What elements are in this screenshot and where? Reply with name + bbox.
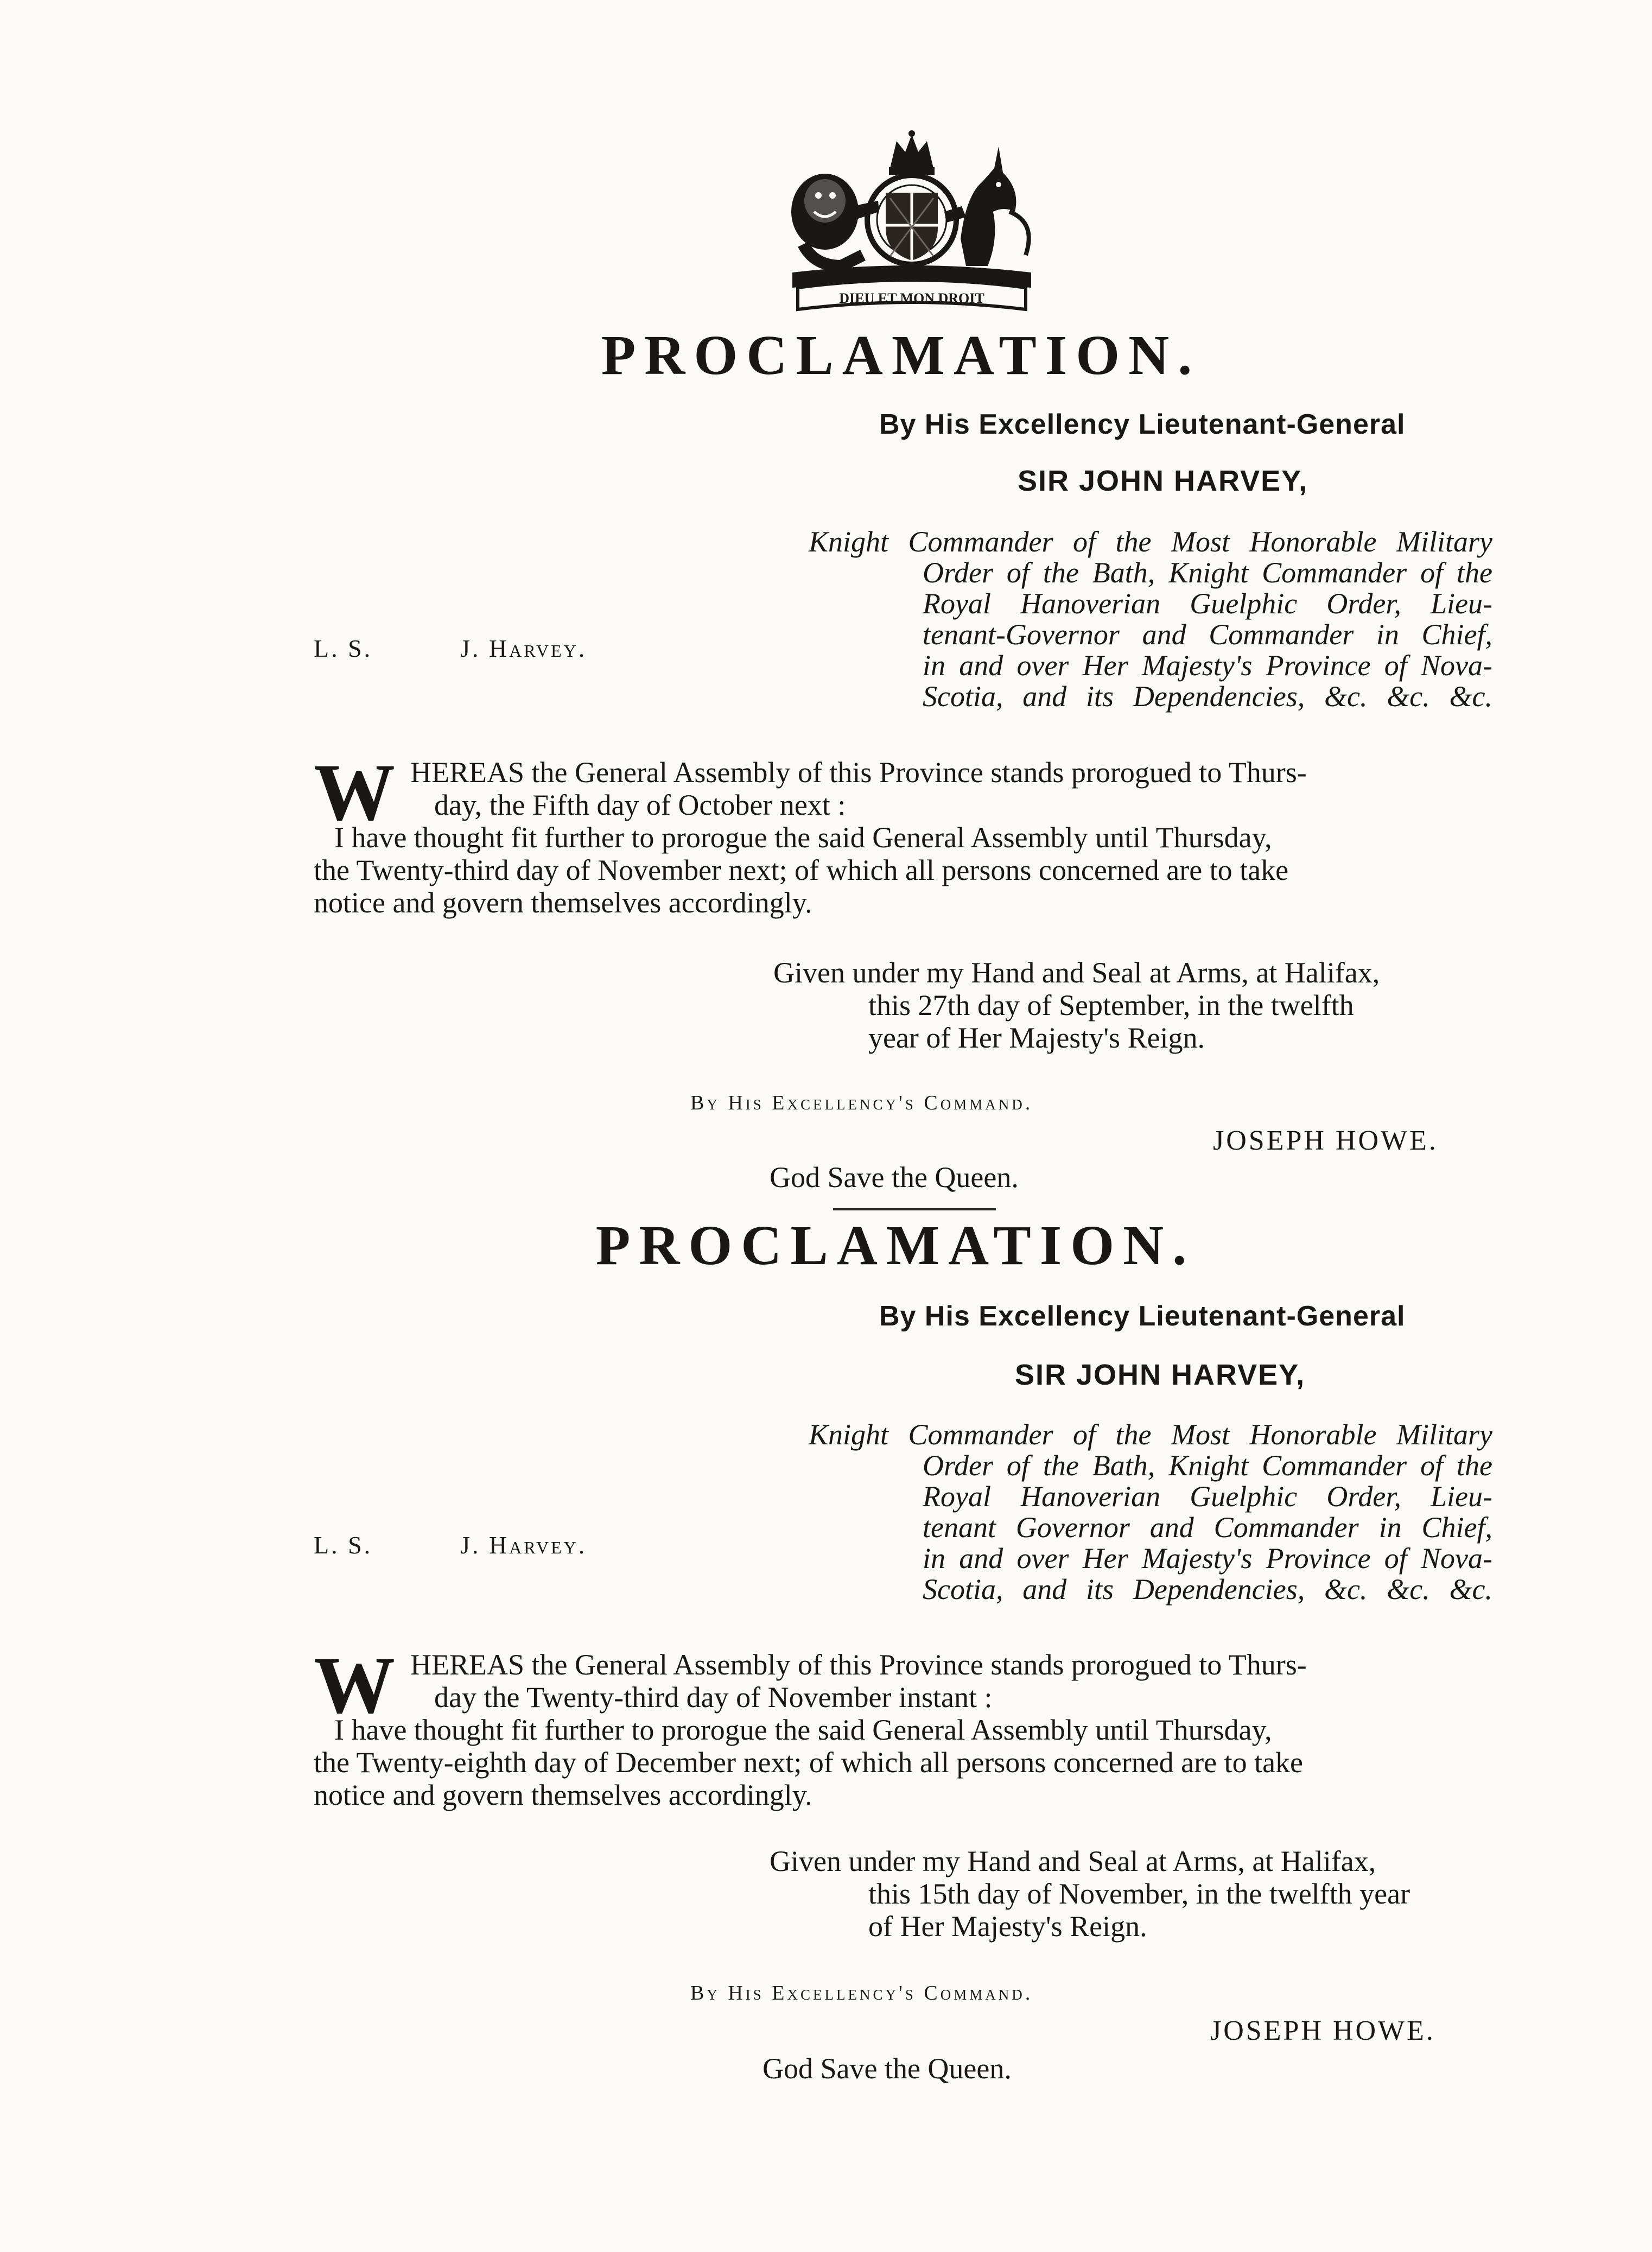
- body-line: the Twenty-third day of November next; of which all persons concerned are to take: [314, 854, 1289, 886]
- proclamation-title: PROCLAMATION.: [601, 324, 1201, 386]
- body-line: notice and govern themselves accordingly.: [314, 1779, 812, 1811]
- given-line: year of Her Majesty's Reign.: [868, 1022, 1205, 1054]
- signature: J. Harvey.: [460, 1531, 587, 1559]
- titles-line: Royal Hanoverian Guelphic Order, Lieu-: [923, 1480, 1492, 1513]
- titles-line: tenant Governor and Commander in Chief,: [923, 1511, 1492, 1544]
- body-line: I have thought fit further to prorogue the said General Assembly until Thursday,: [334, 1714, 1272, 1746]
- motto-text: DIEU ET MON DROIT: [839, 290, 984, 306]
- secretary-name: JOSEPH HOWE.: [1213, 1125, 1438, 1156]
- body-line: I have thought fit further to prorogue the said General Assembly until Thursday,: [334, 821, 1272, 854]
- divider-rule: [833, 1208, 996, 1210]
- command-line: By His Excellency's Command.: [690, 1982, 1033, 2004]
- titles-line: tenant-Governor and Commander in Chief,: [923, 618, 1492, 651]
- governor-titles: [809, 1419, 1492, 1605]
- titles-line: Royal Hanoverian Guelphic Order, Lieu-: [923, 587, 1492, 620]
- royal-coat-of-arms: [781, 130, 1042, 315]
- drop-cap: W: [314, 1640, 393, 1730]
- closing: God Save the Queen.: [770, 1161, 1019, 1194]
- titles-line: Knight Commander of the Most Honorable Military: [809, 525, 1492, 558]
- titles-line: Scotia, and its Dependencies, &c. &c. &c.: [923, 1573, 1492, 1606]
- command-line: By His Excellency's Command.: [690, 1092, 1033, 1114]
- byline: By His Excellency Lieutenant-General: [879, 1301, 1406, 1332]
- body-line: day the Twenty-third day of November instant :: [434, 1681, 993, 1714]
- byline: By His Excellency Lieutenant-General: [879, 409, 1406, 440]
- governor-name: SIR JOHN HARVEY,: [1018, 465, 1308, 497]
- unicorn-icon: [944, 147, 1029, 266]
- titles-line: Order of the Bath, Knight Commander of the: [923, 556, 1492, 589]
- seal-mark: L. S.: [314, 1531, 373, 1559]
- body-line: HEREAS the General Assembly of this Province stands prorogued to Thurs-: [410, 1648, 1307, 1681]
- shield-icon: [867, 175, 956, 264]
- titles-line: Scotia, and its Dependencies, &c. &c. &c.: [923, 680, 1492, 713]
- body-line: the Twenty-eighth day of December next; of which all persons concerned are to take: [314, 1746, 1304, 1779]
- titles-line: Order of the Bath, Knight Commander of the: [923, 1449, 1492, 1482]
- titles-line: in and over Her Majesty's Province of Nova-: [923, 1542, 1492, 1575]
- signature: J. Harvey.: [460, 635, 587, 662]
- seal-mark: L. S.: [314, 635, 373, 662]
- proclamation-title: PROCLAMATION.: [595, 1214, 1196, 1277]
- body-line: HEREAS the General Assembly of this Province stands prorogued to Thurs-: [410, 756, 1307, 789]
- given-line: of Her Majesty's Reign.: [868, 1910, 1147, 1943]
- given-line: Given under my Hand and Seal at Arms, at Halifax,: [770, 1845, 1376, 1877]
- secretary-name: JOSEPH HOWE.: [1210, 2015, 1435, 2046]
- drop-cap: W: [314, 747, 393, 838]
- closing: God Save the Queen.: [763, 2052, 1012, 2085]
- given-line: this 15th day of November, in the twelfth year: [868, 1877, 1410, 1910]
- given-line: this 27th day of September, in the twelfth: [868, 989, 1354, 1022]
- body-line: day, the Fifth day of October next :: [434, 789, 846, 821]
- titles-line: in and over Her Majesty's Province of Nova-: [923, 649, 1492, 682]
- motto-scroll: [798, 280, 1026, 309]
- governor-name: SIR JOHN HARVEY,: [1015, 1359, 1306, 1391]
- body-line: notice and govern themselves accordingly.: [314, 886, 812, 919]
- crown-icon: [889, 130, 935, 175]
- governor-titles: [809, 526, 1492, 712]
- titles-line: Knight Commander of the Most Honorable Military: [809, 1418, 1492, 1451]
- given-line: Given under my Hand and Seal at Arms, at Halifax,: [773, 956, 1380, 989]
